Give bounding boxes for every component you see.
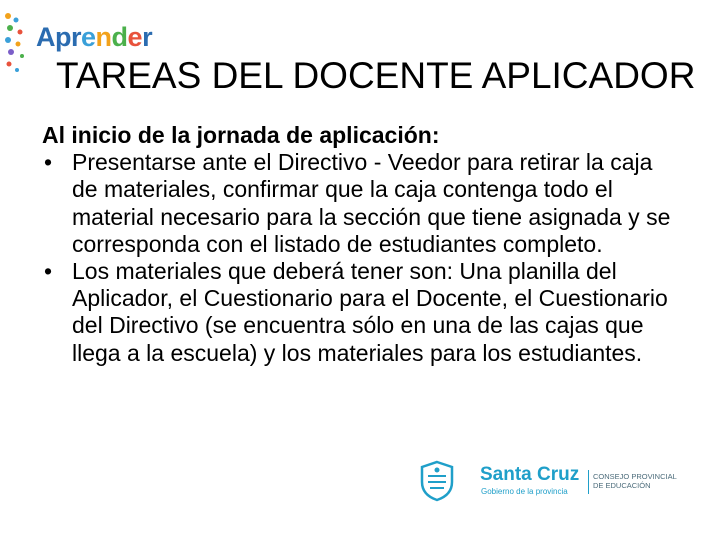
santa-cruz-logo xyxy=(418,460,678,502)
list-item xyxy=(42,258,682,367)
provincial-seal-icon xyxy=(418,460,456,502)
butterfly-icon xyxy=(2,8,36,78)
bullet-list xyxy=(42,149,682,367)
logo-part: n xyxy=(95,22,112,52)
logo-wordmark xyxy=(36,22,152,53)
bullet-icon: • xyxy=(44,149,53,176)
logo-part: Apr xyxy=(36,22,81,52)
footer-org-line: CONSEJO PROVINCIAL xyxy=(593,472,677,481)
slide-body xyxy=(42,122,682,367)
intro-heading: Al inicio de la jornada de aplicación: xyxy=(42,122,440,148)
page-title: TAREAS DEL DOCENTE APLICADOR xyxy=(56,55,696,96)
footer-divider xyxy=(588,470,589,494)
bullet-icon: • xyxy=(44,258,53,285)
logo-part: e xyxy=(81,22,96,52)
footer-subtitle: Gobierno de la provincia xyxy=(481,487,568,496)
logo-part: r xyxy=(142,22,153,52)
logo-part: e xyxy=(127,22,143,52)
list-item xyxy=(42,149,682,258)
footer-org xyxy=(593,472,677,490)
logo-part: d xyxy=(111,22,128,52)
footer-org-line: DE EDUCACIÓN xyxy=(593,481,651,490)
footer-brand: Santa Cruz xyxy=(480,464,580,485)
list-item-text: Presentarse ante el Directivo - Veedor para retirar la caja de materiales, confirmar que la caja contenga todo el material necesario para la sección que tiene asignada y se corresponda con el listado de estudiantes completo. xyxy=(72,149,671,257)
list-item-text: Los materiales que deberá tener son: Una planilla del Aplicador, el Cuestionario para el Docente, el Cuestionario del Directivo (se encuentra sólo en una de las cajas que llega a la escuela) y los materiales para los estudiantes. xyxy=(72,258,668,366)
